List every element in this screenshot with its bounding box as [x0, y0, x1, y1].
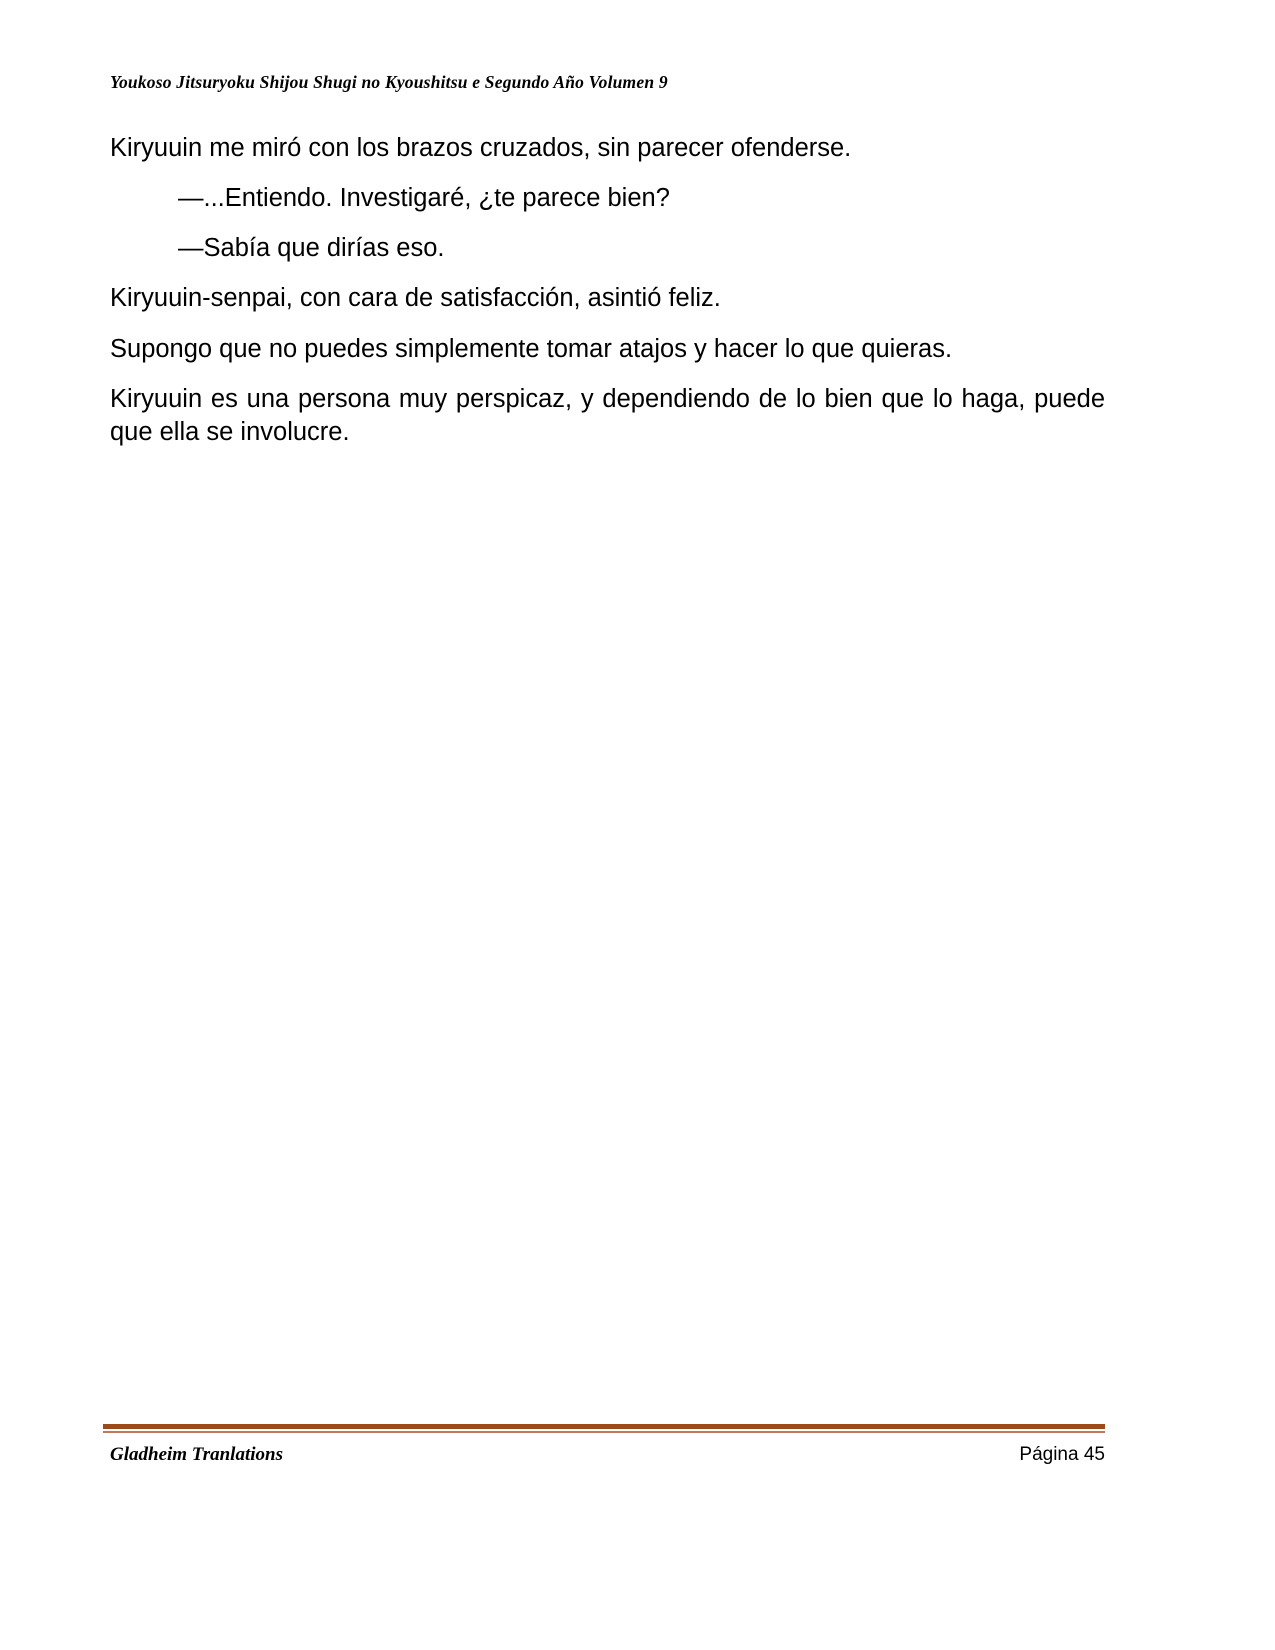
dialogue-line: —...Entiendo. Investigaré, ¿te parece bien? — [178, 184, 670, 213]
body-paragraph: Kiryuuin-senpai, con cara de satisfacción, asintió feliz. — [110, 284, 721, 313]
footer-page-number: 45 — [1083, 1444, 1105, 1465]
footer-divider-thin — [103, 1431, 1105, 1433]
dialogue-line: —Sabía que dirías eso. — [178, 234, 445, 263]
body-paragraph: Kiryuuin es una persona muy perspicaz, y dependiendo de lo bien que lo haga, puede que ella se involucre. — [110, 384, 1105, 446]
page-header: Youkoso Jitsuryoku Shijou Shugi no Kyoushitsu e Segundo Año Volumen 9 — [110, 72, 668, 92]
footer-translator-credit: Gladheim Tranlations — [110, 1444, 283, 1465]
body-paragraph: Kiryuuin me miró con los brazos cruzados, sin parecer ofenderse. — [110, 134, 852, 162]
page-content — [110, 132, 1105, 466]
footer-page-indicator — [1019, 1444, 1105, 1466]
body-paragraph: Supongo que no puedes simplemente tomar atajos y hacer lo que quieras. — [110, 334, 953, 363]
footer-divider-thick — [103, 1424, 1105, 1429]
page-footer — [110, 1444, 1105, 1466]
footer-page-label: Página — [1019, 1444, 1079, 1465]
